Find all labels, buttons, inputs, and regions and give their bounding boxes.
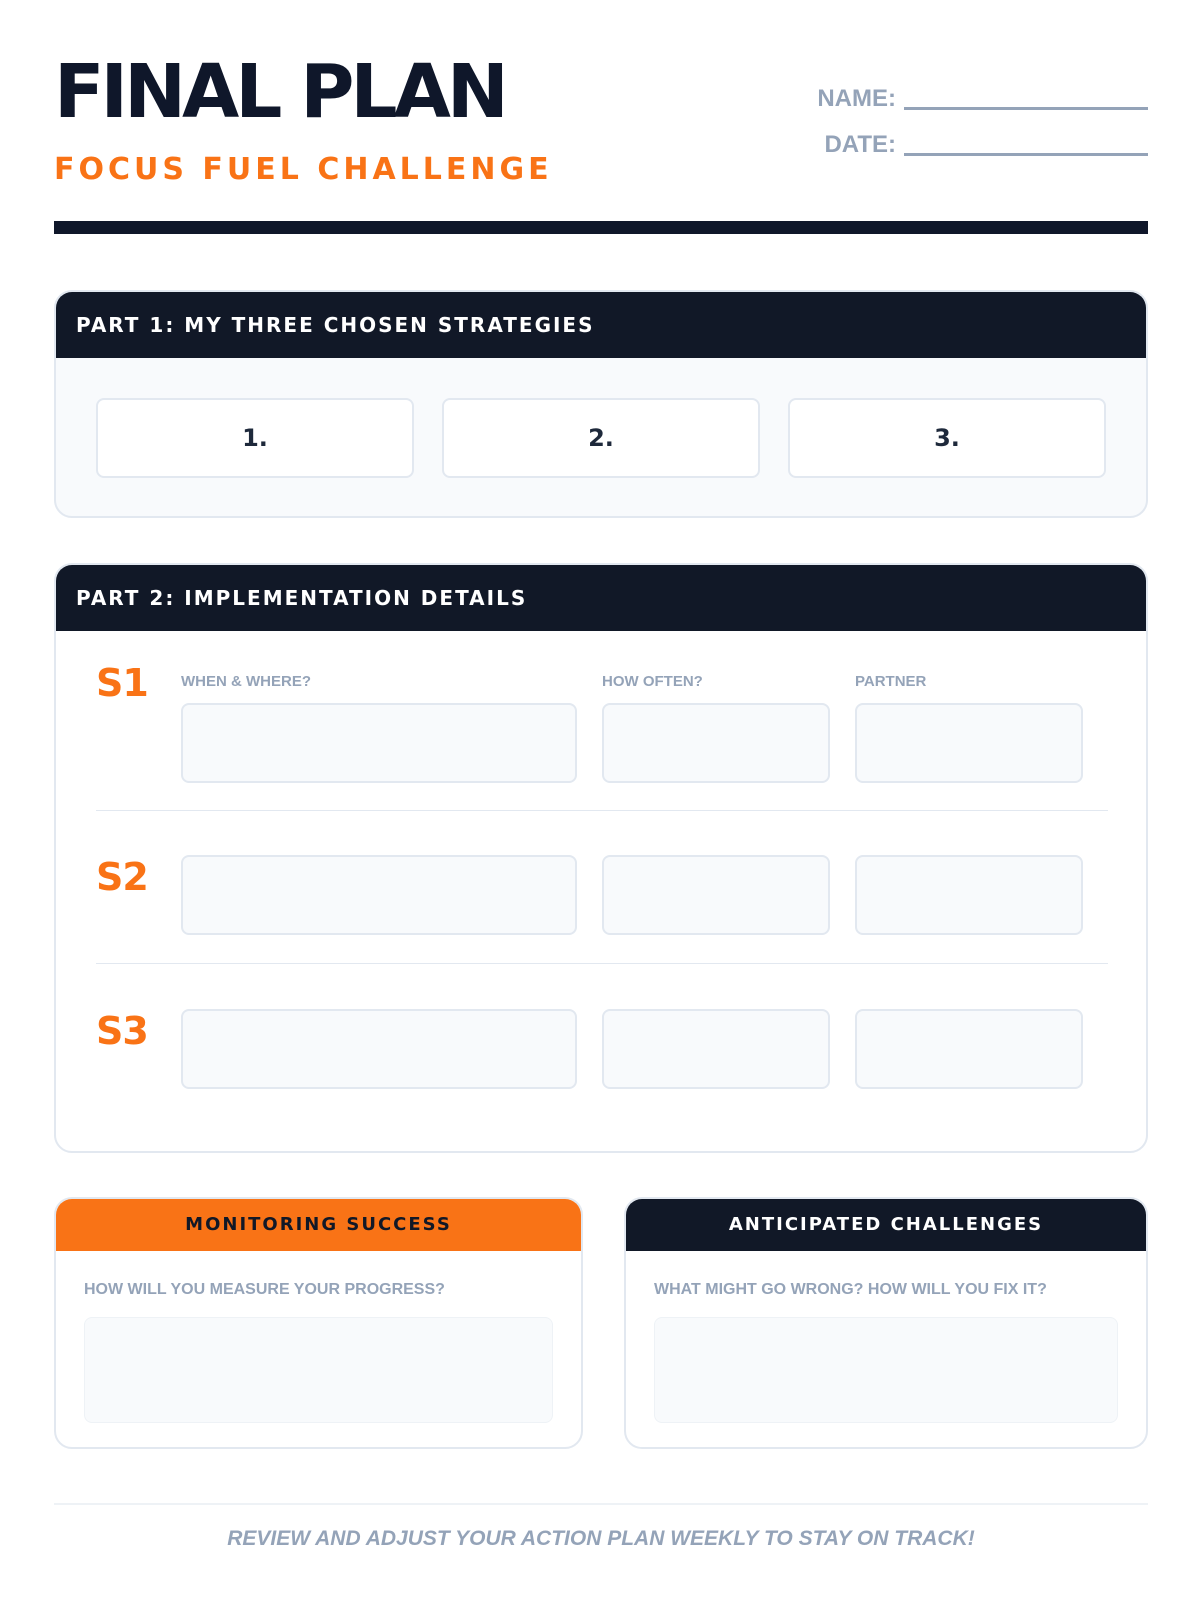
footer-divider — [54, 1503, 1148, 1505]
challenges-heading: ANTICIPATED CHALLENGES — [626, 1199, 1146, 1251]
row-label-s3: S3 — [96, 1009, 148, 1053]
row-label-s1: S1 — [96, 661, 148, 705]
header-divider — [54, 221, 1148, 234]
strategy-row-2 — [96, 855, 1108, 935]
s1-partner-field[interactable] — [855, 703, 1083, 783]
row-divider — [96, 963, 1108, 964]
s3-how-often-field[interactable] — [602, 1009, 830, 1089]
monitoring-question: HOW WILL YOU MEASURE YOUR PROGRESS? — [84, 1281, 445, 1298]
strategy-row-1 — [96, 661, 1108, 791]
s3-partner-field[interactable] — [855, 1009, 1083, 1089]
strategy-row-3 — [96, 1009, 1108, 1089]
s1-when-where-field[interactable] — [181, 703, 577, 783]
name-field[interactable] — [904, 107, 1148, 110]
page-title: FINAL PLAN — [54, 49, 505, 135]
footer-note: REVIEW AND ADJUST YOUR ACTION PLAN WEEKLY TO STAY ON TRACK! — [227, 1527, 975, 1550]
column-label-how-often: HOW OFTEN? — [602, 673, 703, 690]
row-label-s2: S2 — [96, 855, 148, 899]
s1-how-often-field[interactable] — [602, 703, 830, 783]
part1-card — [54, 290, 1148, 518]
strategy-slot-3[interactable]: 3. — [788, 398, 1106, 478]
challenges-question: WHAT MIGHT GO WRONG? HOW WILL YOU FIX IT? — [654, 1281, 1047, 1298]
part1-heading: PART 1: MY THREE CHOSEN STRATEGIES — [56, 292, 1146, 358]
s2-when-where-field[interactable] — [181, 855, 577, 935]
monitoring-heading: MONITORING SUCCESS — [56, 1199, 581, 1251]
date-field[interactable] — [904, 153, 1148, 156]
challenges-card — [624, 1197, 1148, 1449]
page-header — [54, 50, 1148, 200]
date-label: DATE: — [824, 131, 896, 158]
meta-fields — [817, 86, 1148, 178]
s2-partner-field[interactable] — [855, 855, 1083, 935]
name-label: NAME: — [817, 85, 896, 112]
column-label-partner: PARTNER — [855, 673, 927, 690]
monitoring-answer-field[interactable] — [84, 1317, 553, 1423]
row-divider — [96, 810, 1108, 811]
column-label-when-where: WHEN & WHERE? — [181, 673, 311, 690]
date-row — [817, 132, 1148, 158]
part2-heading: PART 2: IMPLEMENTATION DETAILS — [56, 565, 1146, 631]
s2-how-often-field[interactable] — [602, 855, 830, 935]
page-subtitle: FOCUS FUEL CHALLENGE — [54, 152, 553, 187]
strategy-slot-1[interactable]: 1. — [96, 398, 414, 478]
strategy-slot-2[interactable]: 2. — [442, 398, 760, 478]
s3-when-where-field[interactable] — [181, 1009, 577, 1089]
challenges-answer-field[interactable] — [654, 1317, 1118, 1423]
monitoring-card — [54, 1197, 583, 1449]
name-row — [817, 86, 1148, 112]
strategy-slots — [56, 358, 1146, 478]
part2-card — [54, 563, 1148, 1153]
